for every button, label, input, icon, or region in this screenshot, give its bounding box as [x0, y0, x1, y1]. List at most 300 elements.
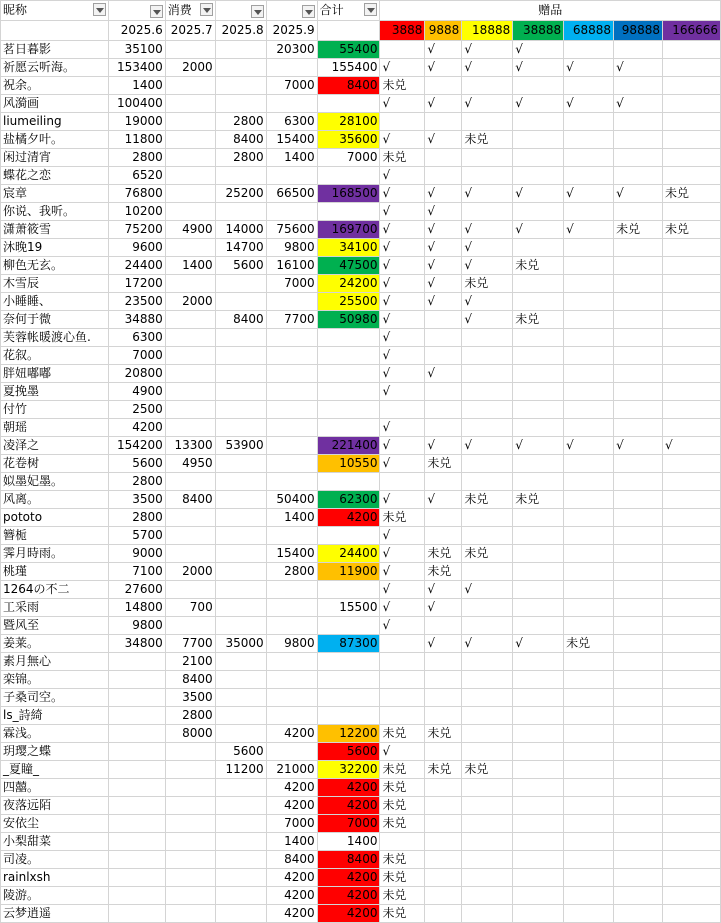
gift-status-cell[interactable]	[462, 149, 513, 167]
gift-status-cell[interactable]	[380, 689, 425, 707]
gift-status-cell[interactable]	[564, 293, 614, 311]
spend-cell[interactable]: 4900	[108, 383, 165, 401]
gift-status-cell[interactable]: √	[380, 545, 425, 563]
spend-cell[interactable]	[266, 347, 317, 365]
gift-status-cell[interactable]	[425, 797, 462, 815]
nickname-cell[interactable]: 工采雨	[1, 599, 109, 617]
gift-status-cell[interactable]	[662, 707, 720, 725]
gift-status-cell[interactable]: 未兑	[425, 563, 462, 581]
gift-status-cell[interactable]	[662, 905, 720, 923]
gift-status-cell[interactable]	[614, 581, 663, 599]
gift-status-cell[interactable]: √	[462, 293, 513, 311]
total-cell[interactable]: 169700	[317, 221, 380, 239]
gift-status-cell[interactable]	[614, 563, 663, 581]
spend-cell[interactable]: 8400	[215, 311, 266, 329]
gift-status-cell[interactable]	[662, 797, 720, 815]
gift-status-cell[interactable]: √	[462, 221, 513, 239]
gift-status-cell[interactable]	[462, 617, 513, 635]
gift-status-cell[interactable]	[614, 257, 663, 275]
gift-status-cell[interactable]	[662, 329, 720, 347]
gift-status-cell[interactable]: √	[513, 185, 564, 203]
spend-cell[interactable]: 1400	[266, 833, 317, 851]
gift-status-cell[interactable]	[564, 527, 614, 545]
gift-status-cell[interactable]: √	[380, 59, 425, 77]
spend-cell[interactable]	[266, 437, 317, 455]
gift-status-cell[interactable]	[662, 149, 720, 167]
gift-status-cell[interactable]	[380, 113, 425, 131]
nickname-cell[interactable]: 子桑司空。	[1, 689, 109, 707]
spend-cell[interactable]	[215, 59, 266, 77]
spend-cell[interactable]: 2800	[108, 473, 165, 491]
gift-status-cell[interactable]	[425, 473, 462, 491]
spend-cell[interactable]: 2800	[108, 149, 165, 167]
spend-cell[interactable]	[215, 617, 266, 635]
spend-cell[interactable]: 2500	[108, 401, 165, 419]
gift-status-cell[interactable]: √	[513, 95, 564, 113]
gift-status-cell[interactable]	[462, 563, 513, 581]
gift-status-cell[interactable]	[564, 851, 614, 869]
gift-status-cell[interactable]: √	[380, 383, 425, 401]
gift-status-cell[interactable]	[662, 887, 720, 905]
gift-status-cell[interactable]: √	[425, 239, 462, 257]
spend-cell[interactable]	[215, 41, 266, 59]
spend-cell[interactable]	[215, 491, 266, 509]
gift-status-cell[interactable]	[614, 725, 663, 743]
spend-cell[interactable]: 153400	[108, 59, 165, 77]
blank-header-cell[interactable]	[108, 1, 165, 21]
gift-status-cell[interactable]	[425, 653, 462, 671]
spend-cell[interactable]	[165, 851, 215, 869]
tier-header-18888[interactable]: 18888	[462, 21, 513, 41]
gift-status-cell[interactable]	[662, 401, 720, 419]
gift-status-cell[interactable]	[462, 689, 513, 707]
gift-status-cell[interactable]	[662, 113, 720, 131]
gift-status-cell[interactable]: √	[380, 329, 425, 347]
nickname-cell[interactable]: 栾锦。	[1, 671, 109, 689]
spend-cell[interactable]: 100400	[108, 95, 165, 113]
gift-status-cell[interactable]	[513, 617, 564, 635]
spend-cell[interactable]	[165, 131, 215, 149]
gift-status-cell[interactable]	[513, 545, 564, 563]
total-cell[interactable]: 47500	[317, 257, 380, 275]
nickname-cell[interactable]: 祝余。	[1, 77, 109, 95]
gift-status-cell[interactable]	[462, 167, 513, 185]
gift-status-cell[interactable]	[425, 905, 462, 923]
total-cell[interactable]: 62300	[317, 491, 380, 509]
spend-cell[interactable]	[165, 149, 215, 167]
gift-status-cell[interactable]	[425, 509, 462, 527]
gift-status-cell[interactable]	[462, 419, 513, 437]
gift-status-cell[interactable]: 未兑	[425, 725, 462, 743]
gift-status-cell[interactable]	[614, 689, 663, 707]
gift-status-cell[interactable]	[614, 815, 663, 833]
gift-status-cell[interactable]: √	[380, 347, 425, 365]
total-cell[interactable]: 32200	[317, 761, 380, 779]
spend-cell[interactable]	[215, 419, 266, 437]
tier-header-3888[interactable]: 3888	[380, 21, 425, 41]
spend-cell[interactable]	[215, 401, 266, 419]
gift-status-cell[interactable]	[513, 815, 564, 833]
nickname-cell[interactable]: 潇萧筱雪	[1, 221, 109, 239]
spend-cell[interactable]	[165, 815, 215, 833]
gift-status-cell[interactable]: √	[564, 95, 614, 113]
gift-status-cell[interactable]	[614, 329, 663, 347]
gift-status-cell[interactable]	[425, 887, 462, 905]
gift-status-cell[interactable]	[614, 653, 663, 671]
total-cell[interactable]	[317, 689, 380, 707]
gift-status-cell[interactable]: 未兑	[462, 491, 513, 509]
gift-status-cell[interactable]	[662, 635, 720, 653]
filter-dropdown-icon[interactable]	[302, 5, 315, 18]
spend-cell[interactable]	[266, 599, 317, 617]
spend-cell[interactable]: 76800	[108, 185, 165, 203]
total-cell[interactable]	[317, 401, 380, 419]
spend-cell[interactable]	[165, 833, 215, 851]
gift-status-cell[interactable]: √	[513, 437, 564, 455]
spend-cell[interactable]	[266, 365, 317, 383]
gift-status-cell[interactable]: √	[380, 221, 425, 239]
gift-status-cell[interactable]: √	[462, 257, 513, 275]
gift-status-cell[interactable]	[614, 509, 663, 527]
gift-status-cell[interactable]	[425, 329, 462, 347]
spend-cell[interactable]: 14800	[108, 599, 165, 617]
gift-status-cell[interactable]	[513, 167, 564, 185]
nickname-cell[interactable]: 四囍。	[1, 779, 109, 797]
gift-status-cell[interactable]: √	[380, 491, 425, 509]
spend-cell[interactable]	[266, 329, 317, 347]
gift-status-cell[interactable]	[662, 131, 720, 149]
gift-status-cell[interactable]	[662, 383, 720, 401]
spend-cell[interactable]: 9000	[108, 545, 165, 563]
spend-cell[interactable]: 14700	[215, 239, 266, 257]
spend-cell[interactable]: 11200	[215, 761, 266, 779]
gift-status-cell[interactable]	[513, 581, 564, 599]
gift-status-cell[interactable]: 未兑	[425, 761, 462, 779]
gift-status-cell[interactable]	[513, 239, 564, 257]
total-cell[interactable]: 35600	[317, 131, 380, 149]
gift-status-cell[interactable]	[462, 725, 513, 743]
nickname-cell[interactable]: 茗日暮影	[1, 41, 109, 59]
nickname-cell[interactable]: 安依尘	[1, 815, 109, 833]
spend-cell[interactable]: 4200	[266, 779, 317, 797]
gift-status-cell[interactable]	[662, 95, 720, 113]
gift-status-cell[interactable]	[662, 725, 720, 743]
gift-status-cell[interactable]	[662, 671, 720, 689]
spend-cell[interactable]: 23500	[108, 293, 165, 311]
spend-cell[interactable]: 4200	[266, 725, 317, 743]
gift-status-cell[interactable]	[564, 131, 614, 149]
spend-cell[interactable]	[108, 797, 165, 815]
gift-status-cell[interactable]: √	[462, 95, 513, 113]
nickname-cell[interactable]: 陵游。	[1, 887, 109, 905]
gift-status-cell[interactable]: 未兑	[614, 221, 663, 239]
gift-status-cell[interactable]: √	[564, 221, 614, 239]
spend-cell[interactable]	[108, 653, 165, 671]
spend-cell[interactable]: 8400	[266, 851, 317, 869]
spend-cell[interactable]	[165, 401, 215, 419]
gift-status-cell[interactable]: 未兑	[380, 851, 425, 869]
spend-cell[interactable]	[108, 671, 165, 689]
gift-status-cell[interactable]	[662, 59, 720, 77]
spend-cell[interactable]	[215, 473, 266, 491]
total-cell[interactable]: 24400	[317, 545, 380, 563]
spend-cell[interactable]	[108, 815, 165, 833]
total-cell[interactable]	[317, 419, 380, 437]
gift-status-cell[interactable]	[564, 581, 614, 599]
gift-status-cell[interactable]	[462, 347, 513, 365]
spend-cell[interactable]: 7000	[266, 77, 317, 95]
gift-status-cell[interactable]	[513, 905, 564, 923]
spend-cell[interactable]: 8400	[215, 131, 266, 149]
blank-cell[interactable]	[1, 21, 109, 41]
gift-status-cell[interactable]	[462, 779, 513, 797]
gift-status-cell[interactable]	[425, 743, 462, 761]
gift-status-cell[interactable]	[662, 473, 720, 491]
total-cell[interactable]	[317, 527, 380, 545]
gift-status-cell[interactable]: 未兑	[380, 509, 425, 527]
spend-cell[interactable]	[215, 725, 266, 743]
gift-status-cell[interactable]: √	[425, 95, 462, 113]
spend-cell[interactable]: 7100	[108, 563, 165, 581]
gift-status-cell[interactable]: √	[380, 239, 425, 257]
gift-status-cell[interactable]	[380, 635, 425, 653]
gift-status-cell[interactable]	[564, 329, 614, 347]
gift-status-cell[interactable]	[614, 887, 663, 905]
gift-status-cell[interactable]	[614, 149, 663, 167]
filter-dropdown-icon[interactable]	[93, 3, 106, 16]
gift-status-cell[interactable]: √	[380, 743, 425, 761]
spend-cell[interactable]: 11800	[108, 131, 165, 149]
gift-status-cell[interactable]: 未兑	[662, 221, 720, 239]
nickname-cell[interactable]: 柳色无玄。	[1, 257, 109, 275]
spend-cell[interactable]: 1400	[108, 77, 165, 95]
gift-status-cell[interactable]	[614, 383, 663, 401]
gift-status-cell[interactable]: √	[425, 437, 462, 455]
gift-status-cell[interactable]: √	[425, 59, 462, 77]
gift-status-cell[interactable]: √	[425, 581, 462, 599]
gift-status-cell[interactable]	[513, 509, 564, 527]
spend-cell[interactable]	[165, 527, 215, 545]
gift-status-cell[interactable]	[513, 365, 564, 383]
spend-cell[interactable]: 27600	[108, 581, 165, 599]
spend-cell[interactable]	[215, 527, 266, 545]
gift-status-cell[interactable]	[564, 545, 614, 563]
gift-status-cell[interactable]	[662, 257, 720, 275]
nickname-cell[interactable]: 霁月時雨。	[1, 545, 109, 563]
spend-cell[interactable]: 2000	[165, 59, 215, 77]
spend-cell[interactable]	[215, 581, 266, 599]
spend-cell[interactable]	[266, 203, 317, 221]
spend-cell[interactable]	[215, 293, 266, 311]
nickname-cell[interactable]: 风离。	[1, 491, 109, 509]
gift-status-cell[interactable]: √	[564, 185, 614, 203]
nickname-cell[interactable]: 凌泽之	[1, 437, 109, 455]
gift-status-cell[interactable]	[462, 905, 513, 923]
gift-status-cell[interactable]	[662, 365, 720, 383]
gift-status-cell[interactable]	[662, 509, 720, 527]
gift-status-cell[interactable]	[462, 455, 513, 473]
gift-status-cell[interactable]	[564, 599, 614, 617]
gift-status-cell[interactable]	[513, 563, 564, 581]
spend-cell[interactable]	[165, 545, 215, 563]
nickname-cell[interactable]: 宸章	[1, 185, 109, 203]
total-cell[interactable]: 15500	[317, 599, 380, 617]
nickname-header[interactable]	[1, 1, 109, 21]
total-cell[interactable]: 10550	[317, 455, 380, 473]
spend-cell[interactable]: 9800	[266, 239, 317, 257]
gift-status-cell[interactable]	[614, 671, 663, 689]
spend-cell[interactable]	[215, 275, 266, 293]
gift-status-cell[interactable]	[614, 473, 663, 491]
gift-status-cell[interactable]	[380, 473, 425, 491]
nickname-cell[interactable]: 闲过清宵	[1, 149, 109, 167]
spend-cell[interactable]: 5700	[108, 527, 165, 545]
gift-status-cell[interactable]: √	[425, 599, 462, 617]
spend-cell[interactable]	[165, 617, 215, 635]
spend-cell[interactable]	[215, 347, 266, 365]
gift-status-cell[interactable]: 未兑	[380, 887, 425, 905]
gift-status-cell[interactable]	[425, 311, 462, 329]
nickname-cell[interactable]: 你说、我听。	[1, 203, 109, 221]
gift-status-cell[interactable]	[513, 203, 564, 221]
nickname-cell[interactable]: 司凌。	[1, 851, 109, 869]
nickname-cell[interactable]: liumeiling	[1, 113, 109, 131]
spend-cell[interactable]: 15400	[266, 131, 317, 149]
spend-cell[interactable]	[165, 167, 215, 185]
spend-cell[interactable]	[215, 599, 266, 617]
gift-status-cell[interactable]: √	[380, 419, 425, 437]
spend-cell[interactable]: 2800	[108, 509, 165, 527]
spend-cell[interactable]	[165, 509, 215, 527]
spend-cell[interactable]: 16100	[266, 257, 317, 275]
total-cell[interactable]	[317, 653, 380, 671]
spend-cell[interactable]	[215, 329, 266, 347]
gift-status-cell[interactable]	[564, 509, 614, 527]
gift-status-cell[interactable]	[564, 869, 614, 887]
gift-status-cell[interactable]	[564, 887, 614, 905]
gift-status-cell[interactable]	[462, 473, 513, 491]
gift-status-cell[interactable]	[513, 131, 564, 149]
gift-status-cell[interactable]: 未兑	[513, 257, 564, 275]
spend-cell[interactable]: 20800	[108, 365, 165, 383]
spend-cell[interactable]	[165, 365, 215, 383]
gift-status-cell[interactable]	[564, 311, 614, 329]
gift-status-cell[interactable]	[662, 833, 720, 851]
spend-cell[interactable]	[266, 581, 317, 599]
total-cell[interactable]	[317, 203, 380, 221]
gift-status-cell[interactable]: √	[380, 581, 425, 599]
spend-cell[interactable]: 7700	[266, 311, 317, 329]
nickname-cell[interactable]: 霖浅。	[1, 725, 109, 743]
spend-cell[interactable]: 34800	[108, 635, 165, 653]
gift-status-cell[interactable]	[614, 833, 663, 851]
gift-status-cell[interactable]	[662, 563, 720, 581]
gift-status-cell[interactable]	[564, 761, 614, 779]
gift-status-cell[interactable]	[425, 77, 462, 95]
gift-status-cell[interactable]	[564, 113, 614, 131]
nickname-cell[interactable]: 蝶花之恋	[1, 167, 109, 185]
gift-status-cell[interactable]	[662, 851, 720, 869]
gift-status-cell[interactable]: √	[380, 527, 425, 545]
gift-status-cell[interactable]: √	[380, 131, 425, 149]
spend-cell[interactable]: 700	[165, 599, 215, 617]
spend-cell[interactable]	[266, 743, 317, 761]
total-cell[interactable]: 1400	[317, 833, 380, 851]
total-cell[interactable]: 4200	[317, 869, 380, 887]
spend-cell[interactable]: 3500	[108, 491, 165, 509]
gift-status-cell[interactable]	[614, 275, 663, 293]
spend-cell[interactable]: 13300	[165, 437, 215, 455]
spend-cell[interactable]	[215, 203, 266, 221]
gift-status-cell[interactable]: √	[380, 275, 425, 293]
spend-cell[interactable]	[266, 527, 317, 545]
spend-cell[interactable]	[165, 779, 215, 797]
gift-status-cell[interactable]	[614, 455, 663, 473]
total-cell[interactable]	[317, 671, 380, 689]
gift-status-cell[interactable]	[513, 419, 564, 437]
tier-header-68888[interactable]: 68888	[564, 21, 614, 41]
filter-dropdown-icon[interactable]	[150, 5, 163, 18]
spend-cell[interactable]	[215, 365, 266, 383]
gift-status-cell[interactable]	[513, 455, 564, 473]
gift-status-cell[interactable]: √	[380, 437, 425, 455]
gift-status-cell[interactable]	[662, 293, 720, 311]
gift-status-cell[interactable]	[380, 41, 425, 59]
gift-status-cell[interactable]: 未兑	[462, 761, 513, 779]
gift-status-cell[interactable]	[462, 671, 513, 689]
gift-status-cell[interactable]	[462, 365, 513, 383]
spend-cell[interactable]	[215, 869, 266, 887]
gift-status-cell[interactable]	[513, 833, 564, 851]
spend-cell[interactable]	[165, 743, 215, 761]
gift-status-cell[interactable]	[662, 167, 720, 185]
gift-status-cell[interactable]: √	[462, 59, 513, 77]
spend-cell[interactable]: 21000	[266, 761, 317, 779]
gift-status-cell[interactable]: √	[380, 455, 425, 473]
spend-cell[interactable]: 2000	[165, 293, 215, 311]
gift-status-cell[interactable]	[513, 707, 564, 725]
spend-cell[interactable]: 9800	[108, 617, 165, 635]
nickname-cell[interactable]: 芙蓉帐暖渡心鱼.	[1, 329, 109, 347]
gift-status-cell[interactable]	[662, 545, 720, 563]
gift-status-cell[interactable]	[614, 599, 663, 617]
gift-status-cell[interactable]: √	[425, 491, 462, 509]
gift-status-cell[interactable]	[564, 905, 614, 923]
spend-cell[interactable]: 6520	[108, 167, 165, 185]
gift-status-cell[interactable]: √	[380, 185, 425, 203]
gift-status-cell[interactable]	[564, 707, 614, 725]
gift-status-cell[interactable]: √	[380, 203, 425, 221]
gift-status-cell[interactable]	[425, 347, 462, 365]
spend-cell[interactable]	[108, 851, 165, 869]
gift-status-cell[interactable]	[614, 77, 663, 95]
spend-cell[interactable]: 15400	[266, 545, 317, 563]
gift-status-cell[interactable]	[513, 689, 564, 707]
gift-status-cell[interactable]: √	[614, 95, 663, 113]
gift-status-cell[interactable]: √	[380, 293, 425, 311]
gift-status-cell[interactable]: √	[462, 581, 513, 599]
gift-status-cell[interactable]	[513, 887, 564, 905]
gift-status-cell[interactable]	[380, 707, 425, 725]
spend-cell[interactable]	[266, 617, 317, 635]
nickname-cell[interactable]: 夜落远陌	[1, 797, 109, 815]
gift-status-cell[interactable]	[425, 527, 462, 545]
gift-status-cell[interactable]	[513, 275, 564, 293]
gift-status-cell[interactable]	[662, 419, 720, 437]
gift-status-cell[interactable]	[564, 473, 614, 491]
gift-status-cell[interactable]	[614, 401, 663, 419]
spend-cell[interactable]	[165, 113, 215, 131]
